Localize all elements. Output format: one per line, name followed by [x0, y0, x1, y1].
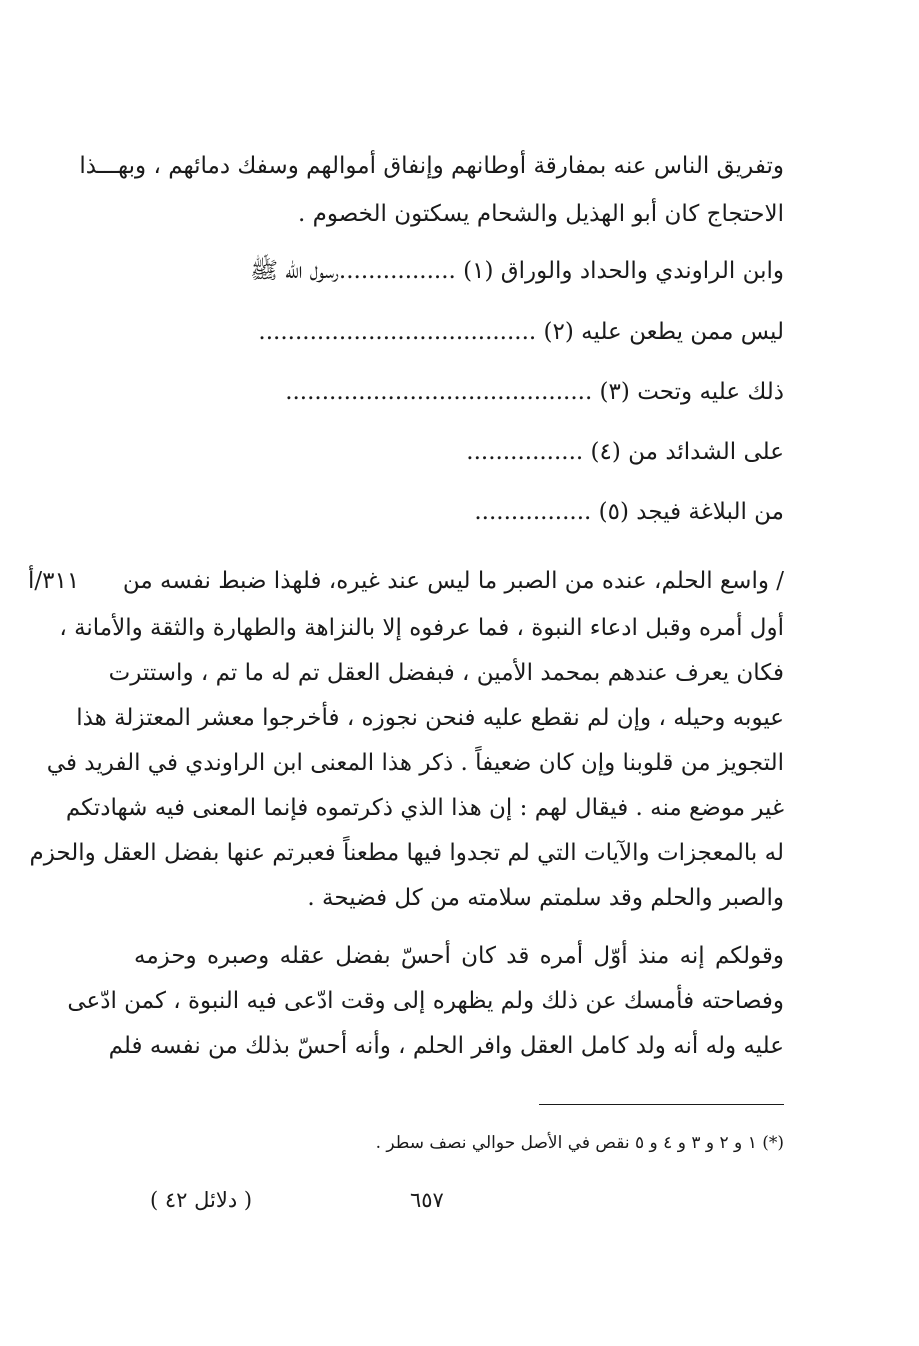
body-line-11: عيوبه وحيله ، وإن لم نقطع عليه فنحن نجوزه ، فأخرجوا معشر المعتزلة هذا: [76, 705, 784, 731]
gap-line-5: من البلاغة فيجد (٥) ................: [474, 499, 784, 525]
manuscript-folio-note: ٣١١/أ: [28, 568, 80, 594]
gap-line-1: وابن الراوندي والحداد والوراق (١) ................رسول الله ﷺ: [250, 258, 784, 284]
signature-mark: ( دلائل ٤٢ ): [150, 1188, 253, 1212]
body-line-14: له بالمعجزات والآيات التي لم تجدوا فيها مطعناً فعبرتم عنها بفضل العقل والحزم: [29, 840, 784, 866]
body-line-2: الاحتجاج كان أبو الهذيل والشحام يسكتون الخصوم .: [297, 201, 784, 227]
body-line-16: وقولكم إنه منذ أوّل أمره قد كان أحسّ بفضل عقله وصبره وحزمه: [134, 943, 784, 969]
body-line-9: أول أمره وقبل ادعاء النبوة ، فما عرفوه إلا بالنزاهة والطهارة والثقة والأمانة ،: [59, 615, 784, 641]
gap-line-2: ليس ممن يطعن عليه (٢) ......................................: [258, 319, 784, 345]
body-line-18: عليه وله أنه ولد كامل العقل وافر الحلم ، وأنه أحسّ بذلك من نفسه فلم: [108, 1033, 784, 1059]
body-line-17: وفصاحته فأمسك عن ذلك ولم يظهره إلى وقت ادّعى فيه النبوة ، كمن ادّعى: [67, 988, 784, 1014]
body-line-13: غير موضع منه . فيقال لهم : إن هذا الذي ذكرتموه فإنما المعنى فيه شهادتكم: [65, 795, 784, 821]
footnote-divider: [539, 1104, 784, 1105]
body-line-15: والصبر والحلم وقد سلمتم سلامته من كل فضيحة .: [307, 885, 784, 911]
page-number: ٦٥٧: [410, 1188, 444, 1212]
gap-line-3: ذلك عليه وتحت (٣) ..........................................: [285, 379, 784, 405]
body-line-8: / واسع الحلم، عنده من الصبر ما ليس عند غيره، فلهذا ضبط نفسه من: [122, 568, 784, 594]
gap-line-4: على الشدائد من (٤) ................: [466, 439, 784, 465]
body-line-10: فكان يعرف عندهم بمحمد الأمين ، فبفضل العقل تم له ما تم ، واستترت: [108, 660, 784, 686]
footnote: (*) ١ و ٢ و ٣ و ٤ و ٥ نقص في الأصل حوالي نصف سطر .: [375, 1133, 784, 1153]
body-line-12: التجويز من قلوبنا وإن كان ضعيفاً . ذكر هذا المعنى ابن الراوندي في الفريد في: [46, 750, 784, 776]
body-line-1: وتفريق الناس عنه بمفارقة أوطانهم وإنفاق أموالهم وسفك دمائهم ، وبهـــذا: [79, 153, 784, 179]
